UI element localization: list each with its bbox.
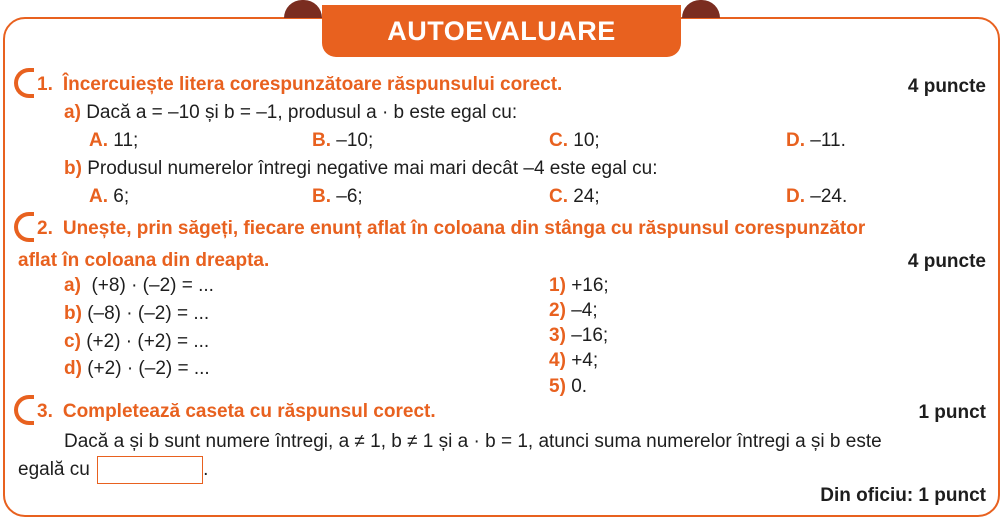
exercise-2-points: 4 puncte (907, 251, 986, 272)
exercise-3-statement-line2: egală cu . (18, 456, 208, 484)
footer-points: Din oficiu: 1 punct (820, 485, 986, 506)
exercise-1a-label: a) (64, 102, 81, 123)
exercise-3-statement: Dacă a și b sunt numere întregi, a ≠ 1, b ≠ 1 și a · b = 1, atunci suma numerelor întregi a și b este (64, 431, 882, 452)
exercise-1a-option-d[interactable]: D. –11. (786, 130, 846, 151)
exercise-1b-option-b[interactable]: B. –6; (312, 186, 363, 207)
exercise-2-right-item-3[interactable]: 3) –16; (549, 325, 609, 346)
exercise-1a-text: Dacă a = –10 și b = –1, produsul a · b este egal cu: (86, 102, 518, 123)
decorative-tab-left (284, 0, 322, 18)
exercise-1b-question (64, 157, 658, 181)
exercise-1b-option-d[interactable]: D. –24. (786, 186, 848, 207)
decorative-tab-right (682, 0, 720, 18)
exercise-1-heading (37, 73, 562, 97)
exercise-2-left-item-a[interactable]: a) (+8) · (–2) = ... (64, 275, 214, 296)
exercise-3-instruction: Completează caseta cu răspunsul corect. (62, 401, 436, 422)
exercise-2-left-item-c[interactable]: c) (+2) · (+2) = ... (64, 331, 210, 352)
exercise-2-number: 2. (37, 218, 53, 239)
exercise-1a-option-b[interactable]: B. –10; (312, 130, 374, 151)
exercise-1a-option-a[interactable]: A. 11; (89, 130, 139, 151)
exercise-2-right-item-5[interactable]: 5) 0. (549, 376, 588, 397)
exercise-3-label-before-box: egală cu (18, 459, 90, 481)
exercise-3-heading (37, 400, 436, 424)
answer-box[interactable] (97, 456, 203, 484)
exercise-2-instruction-line2: aflat în coloana din dreapta. (18, 250, 270, 271)
exercise-1a-option-c[interactable]: C. 10; (549, 130, 600, 151)
exercise-1-number: 1. (37, 74, 53, 95)
exercise-1b-option-a[interactable]: A. 6; (89, 186, 130, 207)
exercise-2-left-item-b[interactable]: b) (–8) · (–2) = ... (64, 303, 210, 324)
exercise-2-heading (37, 217, 865, 241)
exercise-1-points: 4 puncte (907, 76, 986, 97)
exercise-3-number: 3. (37, 401, 53, 422)
exercise-1b-text: Produsul numerelor întregi negative mai mari decât –4 este egal cu: (87, 158, 658, 179)
exercise-2-right-item-4[interactable]: 4) +4; (549, 350, 599, 371)
exercise-2-instruction-line1: Unește, prin săgeți, fiecare enunț aflat în coloana din stânga cu răspunsul corespunzător (62, 218, 866, 239)
page-title: AUTOEVALUARE (322, 5, 681, 57)
exercise-2-right-item-1[interactable]: 1) +16; (549, 275, 609, 296)
exercise-1b-label: b) (64, 158, 82, 179)
exercise-1b-option-c[interactable]: C. 24; (549, 186, 600, 207)
exercise-1a-question (64, 101, 517, 125)
exercise-2-right-item-2[interactable]: 2) –4; (549, 300, 598, 321)
exercise-3-points: 1 punct (918, 402, 986, 423)
exercise-1-instruction: Încercuiește litera corespunzătoare răspunsului corect. (62, 74, 563, 95)
exercise-2-left-item-d[interactable]: d) (+2) · (–2) = ... (64, 358, 210, 379)
